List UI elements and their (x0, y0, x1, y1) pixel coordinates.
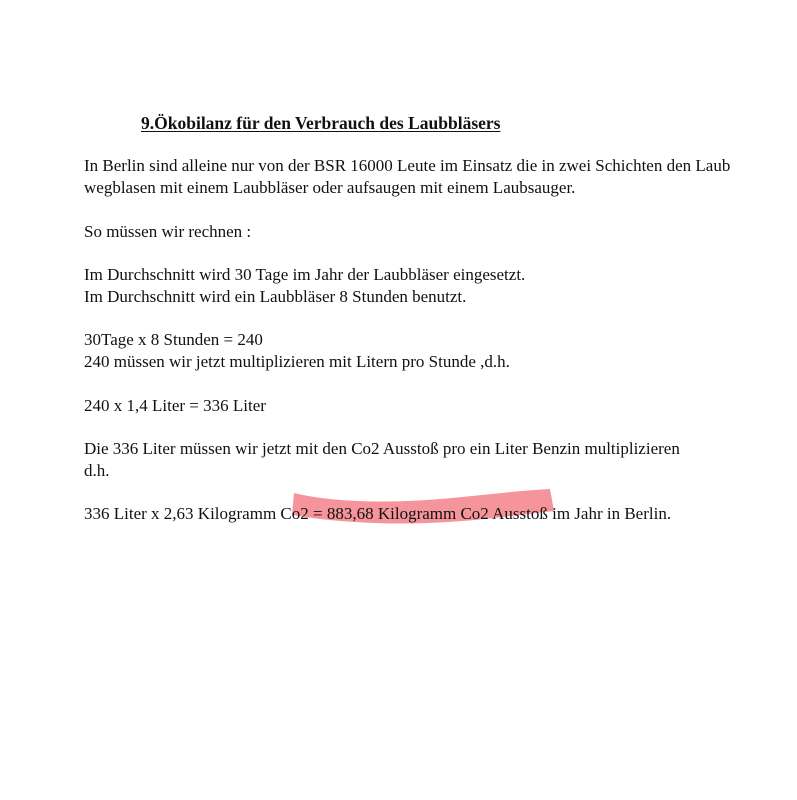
calc1-line1: 30Tage x 8 Stunden = 240 (84, 330, 263, 349)
assumption-line2: Im Durchschnitt wird ein Laubbläser 8 Stunden benutzt. (84, 287, 467, 306)
section-title: 9.Ökobilanz für den Verbrauch des Laubbläsers (141, 113, 501, 133)
calc3-line2: d.h. (84, 461, 110, 480)
paragraph1-line1: In Berlin sind alleine nur von der BSR 16000 Leute im Einsatz die in zwei Schichten den Laub (84, 156, 731, 175)
calc2-line: 240 x 1,4 Liter = 336 Liter (84, 396, 266, 415)
result-part2: 883,68 Kilogramm Co2 Ausstoß im Jahr in Berlin. (326, 504, 672, 523)
result-part1: 336 Liter x 2,63 Kilogramm Co2 = (84, 504, 327, 523)
calc1-line2: 240 müssen wir jetzt multiplizieren mit Litern pro Stunde ,d.h. (84, 352, 510, 371)
result-line (84, 503, 671, 525)
assumption-line1: Im Durchschnitt wird 30 Tage im Jahr der Laubbläser eingesetzt. (84, 265, 526, 284)
paragraph1-line2: wegblasen mit einem Laubbläser oder aufsaugen mit einem Laubsauger. (84, 178, 576, 197)
calc3-line1: Die 336 Liter müssen wir jetzt mit den Co2 Ausstoß pro ein Liter Benzin multiplizieren (84, 439, 680, 458)
intro-text: So müssen wir rechnen : (84, 222, 252, 241)
